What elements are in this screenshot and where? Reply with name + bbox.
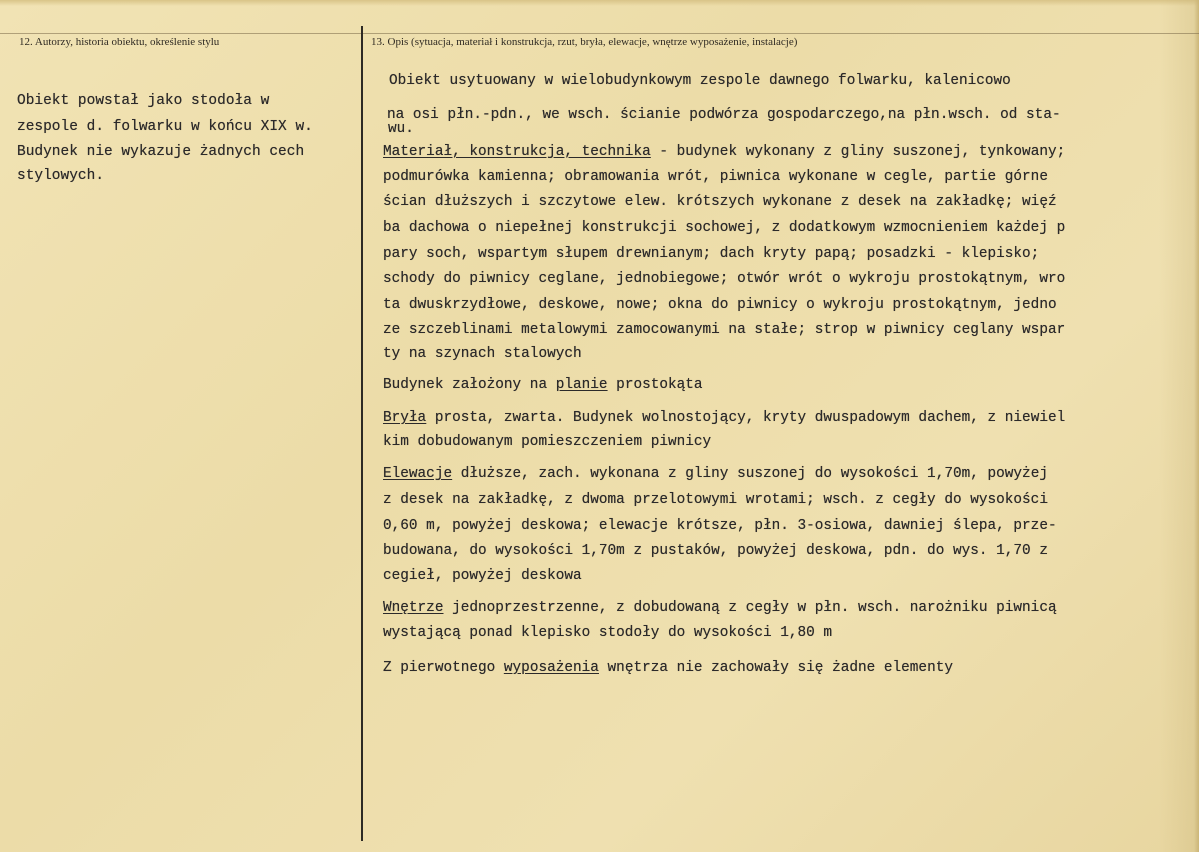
right-line-17: z desek na zakładkę, z dwoma przelotowymi wrotami; wsch. z cegły do wysokości (383, 492, 1048, 508)
heading-bryla: Bryła (383, 410, 427, 426)
left-line-2: zespole d. folwarku w końcu XIX w. (17, 119, 313, 135)
right-line-22: wystającą ponad klepisko stodoły do wysokości 1,80 m (383, 625, 833, 641)
left-line-3: Budynek nie wykazuje żadnych cech (17, 144, 305, 160)
header-rule (0, 33, 1199, 34)
card-top-edge (0, 0, 1199, 6)
right-line-16-rest: dłuższe, zach. wykonana z gliny suszonej do wysokości 1,70m, powyżej (452, 466, 1048, 482)
right-line-03: wu. (388, 121, 414, 137)
right-line-01: Obiekt usytuowany w wielobudynkowym zespole dawnego folwarku, kalenicowo (389, 73, 1011, 89)
right-line-19: budowana, do wysokości 1,70m z pustaków, powyżej deskowa, pdn. do wys. 1,70 z (383, 543, 1048, 559)
heading-wyposazenie: wyposażenia (503, 660, 599, 676)
right-line-13 (383, 377, 703, 393)
heading-elewacje: Elewacje (383, 466, 453, 482)
right-line-16 (383, 466, 1048, 482)
right-line-21 (383, 600, 1057, 616)
heading-wnetrze: Wnętrze (383, 600, 444, 616)
right-line-02: na osi płn.-pdn., we wsch. ścianie podwórza gospodarczego,na płn.wsch. od sta- (387, 107, 1061, 123)
right-line-23-b: wnętrza nie zachowały się żadne elementy (598, 660, 953, 676)
card-bleed-shadow (1159, 0, 1199, 852)
right-line-20: cegieł, powyżej deskowa (383, 568, 582, 584)
heading-material: Materiał, konstrukcja, technika (383, 144, 651, 160)
right-line-14 (383, 410, 1065, 426)
heading-plan: planie (555, 377, 608, 393)
right-line-05: podmurówka kamienna; obramowania wrót, piwnica wykonane w cegle, partie górne (383, 169, 1048, 185)
right-line-08: pary soch, wspartym słupem drewnianym; dach kryty papą; posadzki - klepisko; (383, 246, 1040, 262)
right-line-23 (383, 660, 953, 676)
right-line-11: ze szczeblinami metalowymi zamocowanymi na stałe; strop w piwnicy ceglany wspar (383, 322, 1066, 338)
right-line-13-a: Budynek założony na (383, 377, 556, 393)
left-line-4: stylowych. (17, 168, 105, 184)
right-line-06: ścian dłuższych i szczytowe elew. krótszych wykonane z desek na zakładkę; więź (383, 194, 1057, 210)
section-12-header: 12. Autorzy, historia obiektu, określenie stylu (19, 36, 220, 48)
right-line-21-rest: jednoprzestrzenne, z dobudowaną z cegły w płn. wsch. narożniku piwnicą (443, 600, 1057, 616)
left-line-1: Obiekt powstał jako stodoła w (17, 93, 270, 109)
right-line-07: ba dachowa o niepełnej konstrukcji sochowej, z dodatkowym wzmocnieniem każdej p (383, 220, 1066, 236)
right-line-12: ty na szynach stalowych (383, 346, 582, 362)
right-line-18: 0,60 m, powyżej deskowa; elewacje krótsze, płn. 3-osiowa, dawniej ślepa, prze- (383, 518, 1057, 534)
right-line-04-rest: - budynek wykonany z gliny suszonej, tynkowany; (650, 144, 1066, 160)
right-line-13-b: prostokąta (607, 377, 703, 393)
right-line-15: kim dobudowanym pomieszczeniem piwnicy (383, 434, 712, 450)
column-divider (361, 33, 363, 841)
right-line-14-rest: prosta, zwarta. Budynek wolnostojący, kryty dwuspadowym dachem, z niewiel (426, 410, 1066, 426)
right-line-23-a: Z pierwotnego (383, 660, 504, 676)
section-13-header: 13. Opis (sytuacja, materiał i konstrukcja, rzut, bryła, elewacje, wnętrze wyposażenie, instalacje) (371, 36, 798, 48)
right-line-09: schody do piwnicy ceglane, jednobiegowe; otwór wrót o wykroju prostokątnym, wro (383, 271, 1066, 287)
right-line-10: ta dwuskrzydłowe, deskowe, nowe; okna do piwnicy o wykroju prostokątnym, jedno (383, 297, 1057, 313)
right-line-04 (383, 144, 1065, 160)
